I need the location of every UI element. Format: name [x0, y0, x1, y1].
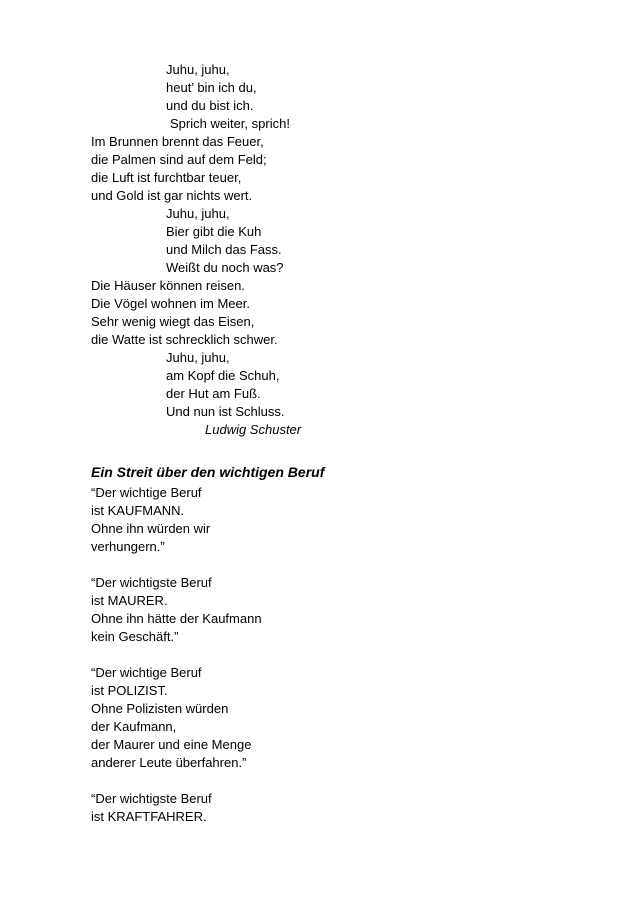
- stanza-line: der Kaufmann,: [91, 719, 177, 734]
- stanza-line: der Maurer und eine Menge: [91, 737, 252, 752]
- stanza-line: ist KRAFTFAHRER.: [91, 809, 207, 824]
- section-heading: Ein Streit über den wichtigen Beruf: [91, 464, 325, 480]
- poem-line: am Kopf die Schuh,: [166, 368, 280, 383]
- poem-line: Im Brunnen brennt das Feuer,: [91, 134, 264, 149]
- stanza-line: ist KAUFMANN.: [91, 503, 185, 518]
- poem-line: Die Vögel wohnen im Meer.: [91, 296, 250, 311]
- poem-line: die Watte ist schrecklich schwer.: [91, 332, 278, 347]
- poem-author: Ludwig Schuster: [205, 422, 302, 437]
- poem-line: die Luft ist furchtbar teuer,: [91, 170, 242, 185]
- stanza-line: “Der wichtige Beruf: [91, 485, 202, 500]
- stanza-line: Ohne ihn würden wir: [91, 521, 211, 536]
- poem-line: Und nun ist Schluss.: [166, 404, 285, 419]
- poem-line: Juhu, juhu,: [166, 62, 230, 77]
- poem-line: der Hut am Fuß.: [166, 386, 261, 401]
- poem-line: Sprich weiter, sprich!: [170, 116, 290, 131]
- stanza-line: ist POLIZIST.: [91, 683, 168, 698]
- stanza-line: ist MAURER.: [91, 593, 168, 608]
- stanza-line: verhungern.”: [91, 539, 165, 554]
- stanza-line: Ohne ihn hätte der Kaufmann: [91, 611, 262, 626]
- stanza-line: “Der wichtige Beruf: [91, 665, 202, 680]
- poem-line: Weißt du noch was?: [166, 260, 284, 275]
- poem-line: die Palmen sind auf dem Feld;: [91, 152, 267, 167]
- poem-line: Die Häuser können reisen.: [91, 278, 245, 293]
- stanza-line: “Der wichtigste Beruf: [91, 791, 212, 806]
- poem-line: und Gold ist gar nichts wert.: [91, 188, 253, 203]
- stanza-line: “Der wichtigste Beruf: [91, 575, 212, 590]
- poem-line: Juhu, juhu,: [166, 206, 230, 221]
- poem-line: und du bist ich.: [166, 98, 254, 113]
- poem-line: Juhu, juhu,: [166, 350, 230, 365]
- stanza-line: kein Geschäft.”: [91, 629, 179, 644]
- stanza-line: anderer Leute überfahren.”: [91, 755, 247, 770]
- poem-line: Bier gibt die Kuh: [166, 224, 262, 239]
- stanza-line: Ohne Polizisten würden: [91, 701, 229, 716]
- poem-line: heut’ bin ich du,: [166, 80, 257, 95]
- poem-line: Sehr wenig wiegt das Eisen,: [91, 314, 255, 329]
- poem-line: und Milch das Fass.: [166, 242, 282, 257]
